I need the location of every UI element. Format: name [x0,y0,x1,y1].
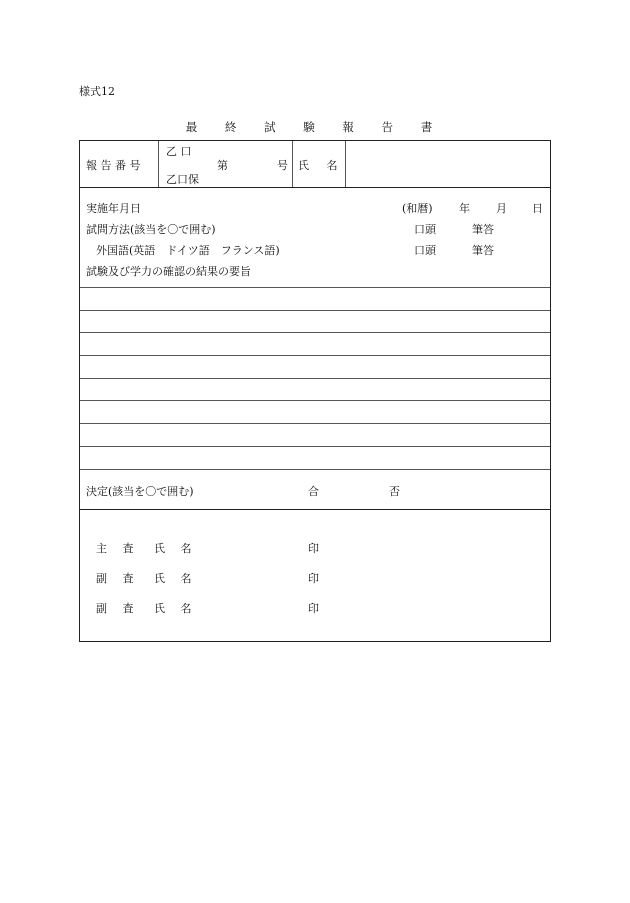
dai-label: 第 [217,159,228,172]
written-option[interactable]: 筆答 [472,223,494,236]
foreign-language-label: 外国語(英語 ドイツ語 フランス語) [96,244,280,257]
summary-label: 試験及び学力の確認の結果の要旨 [86,265,251,278]
divider [80,187,550,188]
exam-method-label: 試問方法(該当を〇で囲む) [86,223,216,236]
ruled-line [80,469,550,470]
seal-mark: 印 [308,602,319,615]
ruled-line [80,287,550,288]
seal-mark: 印 [308,542,319,555]
ruled-line [80,310,550,311]
otsu-ro-label: 乙 口 [166,145,192,158]
decision-label: 決定(該当を〇で囲む) [86,485,194,498]
examiner-role: 副 査 [96,572,140,585]
name-label: 氏 名 [298,159,338,172]
examiner-name-label: 氏 名 [154,572,198,585]
name-field[interactable] [350,149,546,179]
fail-option[interactable]: 否 [389,485,400,498]
report-number-label: 報 告 番 号 [86,159,141,172]
year-label: 年 [459,202,470,215]
header-divider [292,141,293,187]
examiner-role: 主 査 [96,542,140,555]
divider [80,509,550,510]
day-label: 日 [532,202,543,215]
header-divider [158,141,159,187]
page-title: 最 終 試 験 報 告 書 [185,120,445,134]
oral-option-foreign[interactable]: 口頭 [414,244,436,257]
go-label: 号 [277,159,288,172]
ruled-line [80,423,550,424]
ruled-line [80,400,550,401]
report-form [79,140,551,642]
month-label: 月 [496,202,507,215]
examiner-name-label: 氏 名 [154,602,198,615]
seal-mark: 印 [308,572,319,585]
era-label: (和暦) [402,202,433,215]
otsu-ho-label: 乙口保 [166,173,199,186]
examiner-role: 副 査 [96,602,140,615]
oral-option[interactable]: 口頭 [414,223,436,236]
ruled-line [80,355,550,356]
form-id: 様式12 [79,85,115,98]
ruled-line [80,446,550,447]
ruled-line [80,332,550,333]
pass-option[interactable]: 合 [308,485,319,498]
exam-date-label: 実施年月日 [86,202,141,215]
ruled-line [80,378,550,379]
written-option-foreign[interactable]: 筆答 [472,244,494,257]
header-divider [345,141,346,187]
examiner-name-label: 氏 名 [154,542,198,555]
